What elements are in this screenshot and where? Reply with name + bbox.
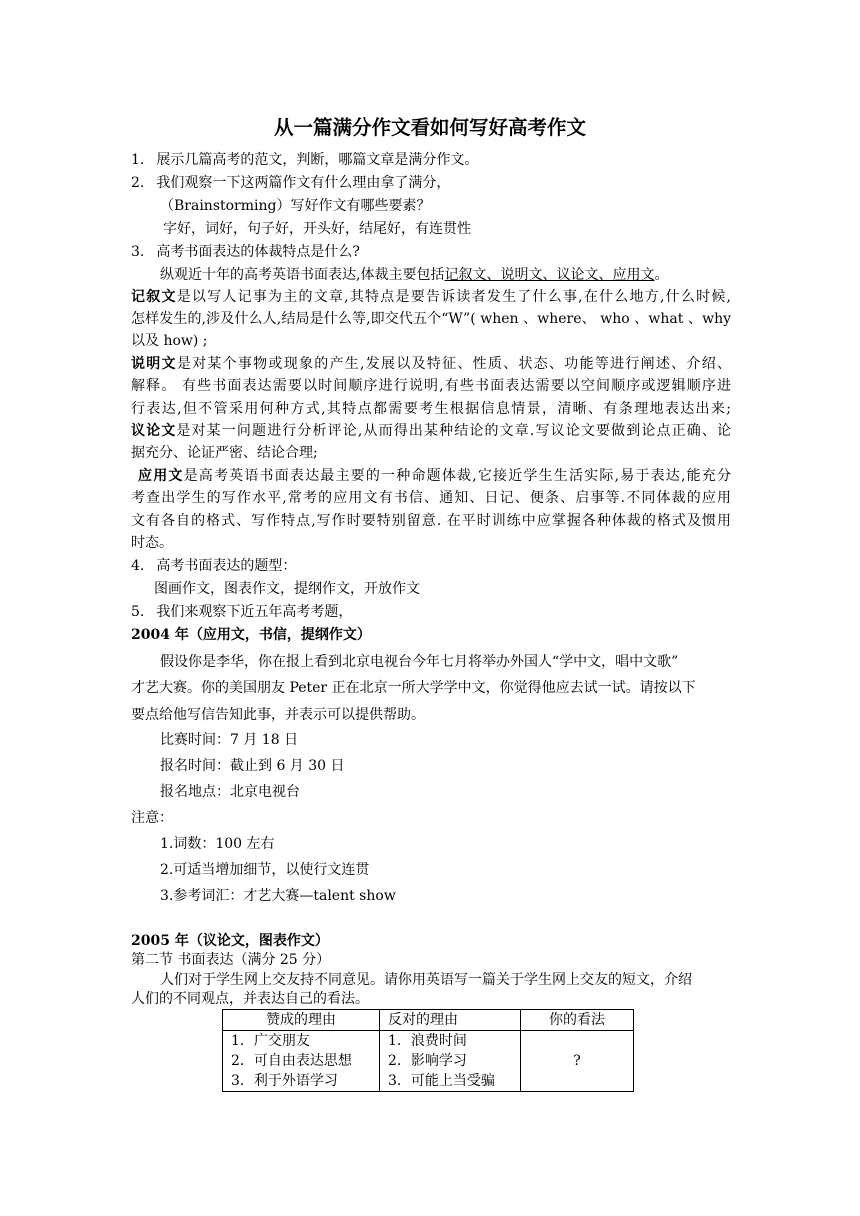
- argumentative-line-1: [131, 421, 731, 441]
- header-opinion: 你的看法: [521, 1010, 634, 1031]
- argumentative-term: 议论文: [131, 423, 177, 439]
- expository-term: 说明文: [131, 356, 177, 372]
- item-number: 1.: [131, 152, 145, 168]
- narrative-line-1: [131, 287, 731, 307]
- opinion-cell: ?: [521, 1031, 634, 1092]
- list-item-4: [131, 556, 296, 576]
- item-number: 3.: [131, 244, 145, 260]
- note-1: 1.词数：100 左右: [160, 836, 275, 852]
- narrative-line-3: 以及 how) ;: [131, 333, 208, 349]
- pro-reason: 3．利于外语学习: [231, 1073, 338, 1089]
- genre-intro-end: 。: [654, 267, 669, 283]
- header-con: 反对的理由: [380, 1010, 521, 1031]
- pro-reason: 2．可自由表达思想: [231, 1053, 352, 1069]
- con-reasons: [380, 1031, 521, 1092]
- expository-text: 是对某个事物或现象的产生,发展以及特征、性质、状态、功能等进行阐述、介绍、: [176, 356, 731, 372]
- genre-intro-text: 纵观近十年的高考英语书面表达,体裁主要包括: [160, 267, 445, 283]
- header-pro: 赞成的理由: [223, 1010, 380, 1031]
- item-number: 4.: [131, 558, 145, 574]
- note-2: 2.可适当增加细节，以使行文连贯: [160, 862, 370, 878]
- genre-intro: [160, 265, 668, 285]
- item-text: 高考书面表达的体裁特点是什么?: [156, 244, 360, 260]
- heading-2005: 2005 年（议论文，图表作文）: [131, 933, 329, 949]
- pro-reason: 1．广交朋友: [231, 1033, 310, 1049]
- item-text: 我们来观察下近五年高考考题，: [156, 604, 353, 620]
- item-text: 展示几篇高考的范文，判断，哪篇文章是满分作文。: [156, 152, 479, 168]
- brainstorming-question: （Brainstorming）写好作文有哪些要素？: [160, 198, 431, 214]
- con-reason: 2．影响学习: [388, 1053, 467, 1069]
- practical-term: 应用文: [138, 468, 184, 484]
- narrative-text: 是以写人记事为主的文章,其特点是要告诉读者发生了什么事,在什么地方,什么时候,: [176, 289, 732, 305]
- opinion-table: [222, 1009, 634, 1092]
- contest-time: 比赛时间：7 月 18 日: [160, 732, 299, 748]
- prompt-2005-line-1: 人们对于学生网上交友持不同意见。请你用英语写一篇关于学生网上交友的短文，介绍: [160, 972, 692, 988]
- prompt-2004-line-3: 要点给他写信告知此事，并表示可以提供帮助。: [131, 707, 425, 723]
- list-item-1: [131, 150, 478, 170]
- list-item-2: [131, 173, 450, 193]
- prompt-2004-line-2: 才艺大赛。你的美国朋友 Peter 正在北京一所大学学中文，你觉得他应去试一试。请按以下: [131, 680, 696, 696]
- table-header-row: [223, 1010, 634, 1031]
- expository-line-3: 行表达,但不管采用何种方式,其特点都需要考生根据信息情景，清晰、有条理地表达出来;: [131, 401, 731, 417]
- list-item-5: [131, 602, 352, 622]
- narrative-term: 记叙文: [131, 289, 177, 305]
- expository-line-1: [131, 354, 731, 374]
- expository-line-2: 解释。 有些书面表达需要以时间顺序进行说明,有些书面表达需要以空间顺序或逻辑顺序进: [131, 378, 731, 394]
- signup-place: 报名地点：北京电视台: [160, 784, 300, 800]
- page-title: 从一篇满分作文看如何写好高考作文: [273, 116, 586, 139]
- brainstorming-answer: 字好，词好，句子好，开头好，结尾好，有连贯性: [163, 221, 471, 237]
- heading-2004: 2004 年（应用文，书信，提纲作文）: [131, 627, 371, 643]
- item-number: 2.: [131, 175, 145, 191]
- note-3: 3.参考词汇：才艺大赛—talent show: [160, 888, 396, 904]
- practical-line-3: 文有各自的格式、写作特点,写作时要特别留意. 在平时训练中应掌握各种体裁的格式及惯用: [131, 513, 731, 529]
- practical-line-2: 考查出学生的写作水平,常考的应用文有书信、通知、日记、便条、启事等.不同体裁的应用: [131, 490, 731, 506]
- signup-time: 报名时间：截止到 6 月 30 日: [160, 758, 345, 774]
- practical-line-4: 时态。: [131, 535, 173, 551]
- con-reason: 3．可能上当受骗: [388, 1073, 495, 1089]
- genre-list: 记叙文、说明文、议论文、应用文: [444, 267, 655, 283]
- list-item-3: [131, 242, 360, 262]
- prompt-2005-line-2: 人们的不同观点，并表达自己的看法。: [131, 991, 369, 1007]
- practical-text: 是高考英语书面表达最主要的一种命题体裁,它接近学生生活实际,易于表达,能充分: [183, 468, 731, 484]
- pro-reasons: [223, 1031, 380, 1092]
- essay-types: 图画作文，图表作文，提纲作文，开放作文: [154, 581, 420, 597]
- con-reason: 1．浪费时间: [388, 1033, 467, 1049]
- argumentative-text: 是对某一问题进行分析评论,从而得出某种结论的文章.写议论文要做到论点正确、论: [176, 423, 732, 439]
- note-label: 注意：: [131, 810, 173, 826]
- item-text: 高考书面表达的题型：: [156, 558, 297, 574]
- narrative-line-2: 怎样发生的,涉及什么人,结局是什么等,即交代五个“W”( when 、where、 who 、what 、why: [131, 311, 731, 327]
- practical-line-1: [138, 466, 731, 486]
- table-row: [223, 1031, 634, 1092]
- item-text: 我们观察一下这两篇作文有什么理由拿了满分，: [156, 175, 451, 191]
- argumentative-line-2: 据充分、论证严密、结论合理;: [131, 445, 318, 461]
- prompt-2004-line-1: 假设你是李华，你在报上看到北京电视台今年七月将举办外国人“学中文，唱中文歌”: [160, 654, 679, 670]
- section-label: 第二节 书面表达（满分 25 分）: [131, 952, 331, 968]
- item-number: 5.: [131, 604, 145, 620]
